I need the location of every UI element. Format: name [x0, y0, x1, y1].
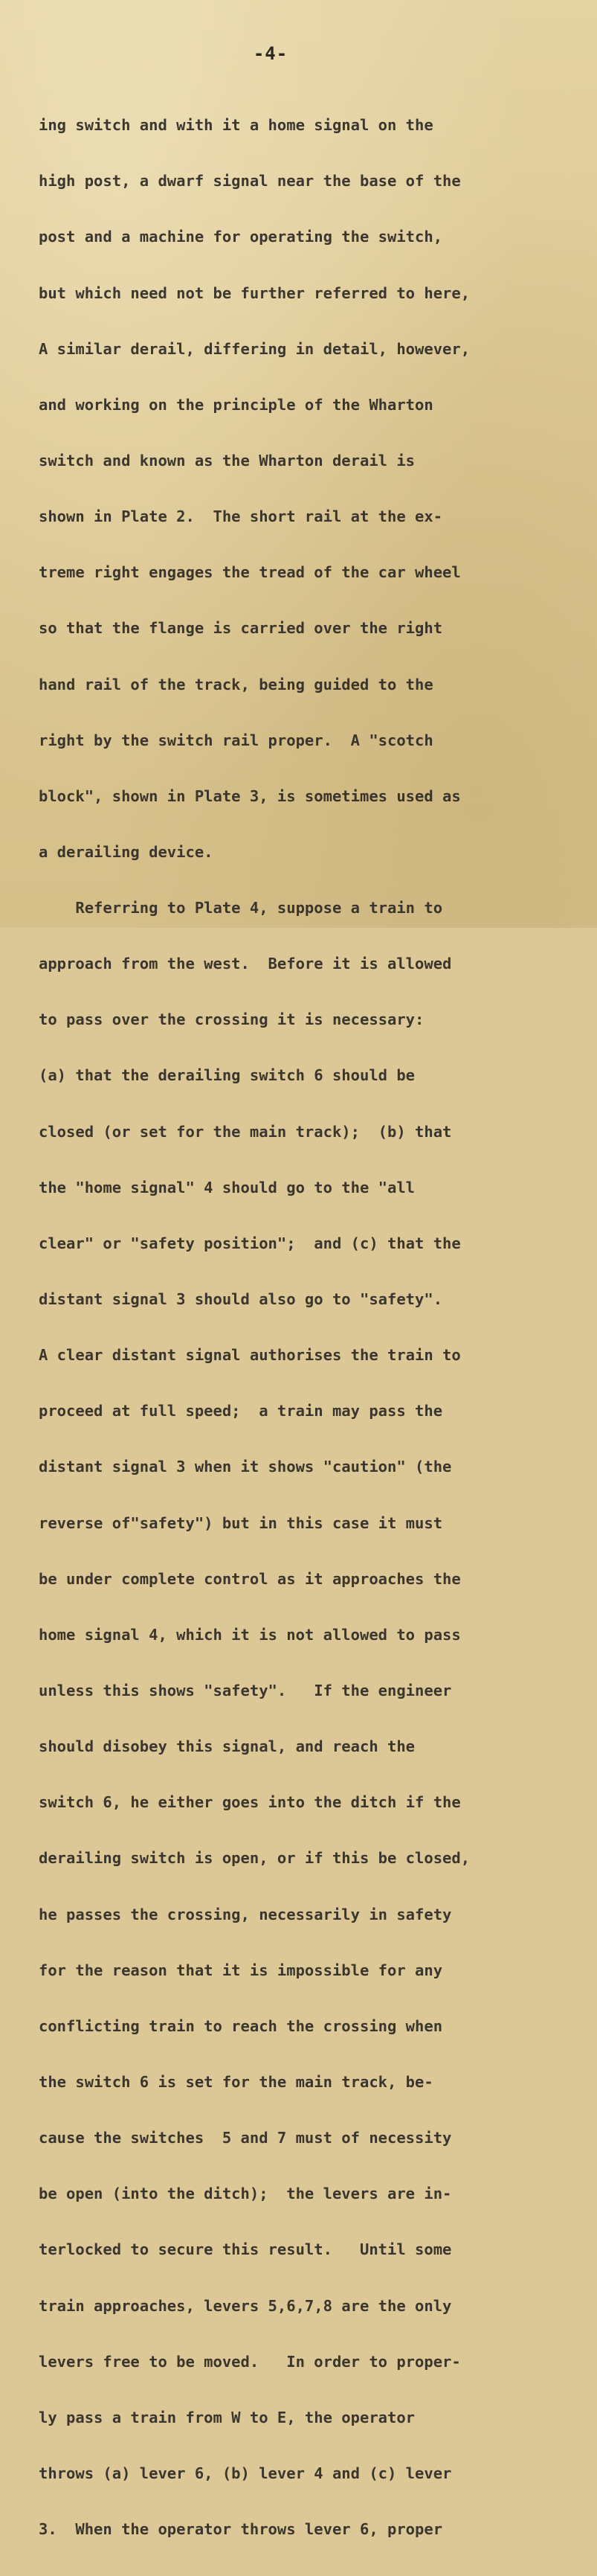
text-line: (a) that the derailing switch 6 should be: [39, 1066, 416, 1085]
text-line: switch and known as the Wharton derail is: [39, 451, 416, 470]
text-line: proceed at full speed; a train may pass the: [39, 1402, 443, 1420]
text-line: a derailing device.: [39, 842, 213, 861]
text-line: block", shown in Plate 3, is sometimes used as: [39, 786, 461, 805]
text-line: distant signal 3 should also go to "safety".: [39, 1290, 443, 1309]
text-line: but which need not be further referred to here,: [39, 283, 471, 302]
text-line: throws (a) lever 6, (b) lever 4 and (c) lever: [39, 2464, 452, 2482]
text-line: shown in Plate 2. The short rail at the ex-: [39, 507, 443, 526]
text-line: switch 6, he either goes into the ditch if the: [39, 1793, 461, 1812]
text-line: closed (or set for the main track); (b) that: [39, 1122, 452, 1141]
text-line: conflicting train to reach the crossing when: [39, 2016, 443, 2035]
text-line: he passes the crossing, necessarily in safety: [39, 1905, 452, 1923]
text-line: be open (into the ditch); the levers are in-: [39, 2185, 452, 2203]
text-line: train approaches, levers 5,6,7,8 are the only: [39, 2296, 452, 2315]
text-line: should disobey this signal, and reach the: [39, 1737, 416, 1756]
text-line: hand rail of the track, being guided to the: [39, 675, 433, 693]
body-text: [39, 79, 593, 2576]
text-line: derailing switch is open, or if this be closed,: [39, 1849, 471, 1868]
text-line: ing switch and with it a home signal on the: [39, 116, 433, 135]
text-line: Referring to Plate 4, suppose a train to: [39, 899, 443, 917]
text-line: ly pass a train from W to E, the operator: [39, 2408, 416, 2426]
text-line: approach from the west. Before it is allowed: [39, 955, 452, 973]
text-line: clear" or "safety position"; and (c) that the: [39, 1234, 461, 1252]
text-line: post and a machine for operating the switch,: [39, 228, 443, 246]
text-line: reverse of"safety") but in this case it must: [39, 1513, 443, 1532]
text-line: distant signal 3 when it shows "caution" (the: [39, 1458, 452, 1476]
text-line: cause the switches 5 and 7 must of necessity: [39, 2129, 452, 2147]
text-line: to pass over the crossing it is necessary:: [39, 1010, 425, 1029]
text-line: high post, a dwarf signal near the base of the: [39, 172, 461, 190]
text-line: right by the switch rail proper. A "scotch: [39, 731, 433, 749]
text-line: 3. When the operator throws lever 6, proper: [39, 2520, 443, 2539]
text-line: for the reason that it is impossible for any: [39, 1961, 443, 1979]
page-number: -4-: [253, 43, 288, 64]
text-line: A clear distant signal authorises the train to: [39, 1346, 461, 1365]
text-line: treme right engages the tread of the car wheel: [39, 563, 461, 582]
text-line: the "home signal" 4 should go to the "all: [39, 1178, 416, 1196]
text-line: the switch 6 is set for the main track, be-: [39, 2073, 433, 2092]
text-line: unless this shows "safety". If the engineer: [39, 1682, 452, 1700]
text-line: be under complete control as it approaches the: [39, 1569, 461, 1588]
text-line: A similar derail, differing in detail, however,: [39, 339, 471, 358]
text-line: terlocked to secure this result. Until some: [39, 2240, 452, 2259]
text-line: home signal 4, which it is not allowed to pass: [39, 1625, 461, 1644]
text-line: levers free to be moved. In order to proper-: [39, 2352, 461, 2371]
text-line: so that the flange is carried over the right: [39, 619, 443, 638]
text-line: and working on the principle of the Wharton: [39, 395, 433, 414]
